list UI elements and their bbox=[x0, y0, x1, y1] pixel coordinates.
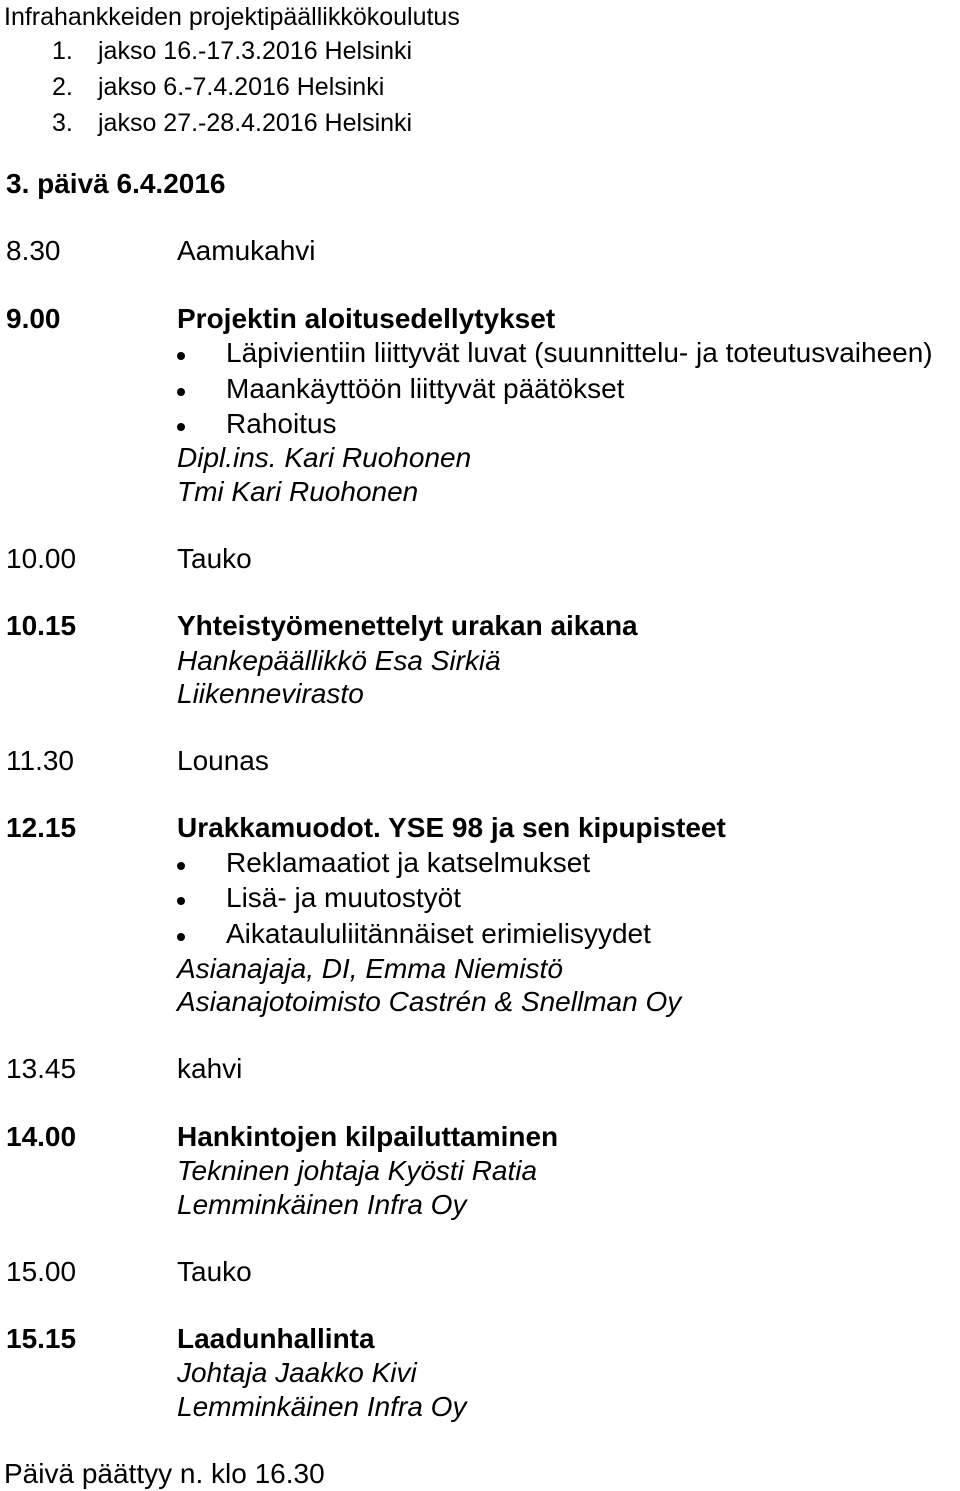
bullet-icon bbox=[177, 897, 185, 905]
program-time: 11.30 bbox=[6, 745, 74, 776]
speaker-organization: Lemminkäinen Infra Oy bbox=[177, 1391, 467, 1422]
session-1-number: 1. bbox=[52, 37, 73, 65]
speaker-name: Dipl.ins. Kari Ruohonen bbox=[177, 442, 472, 473]
program-title: Tauko bbox=[177, 1256, 252, 1287]
session-1-text: jakso 16.-17.3.2016 Helsinki bbox=[98, 37, 413, 65]
bullet-icon bbox=[177, 388, 185, 396]
program-time: 13.45 bbox=[6, 1053, 77, 1084]
program-time: 8.30 bbox=[6, 235, 61, 266]
speaker-name: Hankepäällikkö Esa Sirkiä bbox=[177, 645, 501, 676]
session-2-number: 2. bbox=[52, 73, 73, 101]
bullet-icon bbox=[177, 862, 185, 870]
program-title: Tauko bbox=[177, 543, 252, 574]
program-bullet: Reklamaatiot ja katselmukset bbox=[226, 847, 591, 878]
program-title: Laadunhallinta bbox=[177, 1323, 375, 1354]
program-bullet: Rahoitus bbox=[226, 408, 337, 439]
program-title: kahvi bbox=[177, 1053, 243, 1084]
bullet-icon bbox=[177, 352, 185, 360]
session-3-text: jakso 27.-28.4.2016 Helsinki bbox=[98, 109, 413, 137]
program-title: Urakkamuodot. YSE 98 ja sen kipupisteet bbox=[177, 812, 726, 843]
program-title: Yhteistyömenettelyt urakan aikana bbox=[177, 610, 638, 641]
session-3-number: 3. bbox=[52, 109, 73, 137]
speaker-organization: Asianajotoimisto Castrén & Snellman Oy bbox=[177, 986, 682, 1017]
speaker-organization: Tmi Kari Ruohonen bbox=[177, 476, 419, 507]
program-bullet: Läpivientiin liittyvät luvat (suunnittelu- ja toteutusvaiheen) bbox=[226, 337, 933, 368]
bullet-icon bbox=[177, 933, 185, 941]
program-time: 9.00 bbox=[6, 303, 61, 334]
course-title: Infrahankkeiden projektipäällikkökoulutus bbox=[4, 3, 460, 31]
program-time: 10.00 bbox=[6, 543, 77, 574]
session-2-text: jakso 6.-7.4.2016 Helsinki bbox=[98, 73, 385, 101]
bullet-icon bbox=[177, 423, 185, 431]
speaker-name: Asianajaja, DI, Emma Niemistö bbox=[177, 953, 563, 984]
program-title: Lounas bbox=[177, 745, 269, 776]
speaker-name: Johtaja Jaakko Kivi bbox=[177, 1357, 417, 1388]
program-title: Projektin aloitusedellytykset bbox=[177, 303, 556, 334]
program-title: Hankintojen kilpailuttaminen bbox=[177, 1121, 559, 1152]
program-time: 12.15 bbox=[6, 812, 77, 843]
speaker-name: Tekninen johtaja Kyösti Ratia bbox=[177, 1155, 538, 1186]
program-time: 15.00 bbox=[6, 1256, 77, 1287]
day-end-note: Päivä päättyy n. klo 16.30 bbox=[4, 1458, 325, 1489]
program-time: 10.15 bbox=[6, 610, 77, 641]
program-time: 15.15 bbox=[6, 1323, 77, 1354]
program-bullet: Aikataululiitännäiset erimielisyydet bbox=[226, 918, 651, 949]
program-time: 14.00 bbox=[6, 1121, 77, 1152]
day-heading: 3. päivä 6.4.2016 bbox=[6, 168, 226, 199]
program-title: Aamukahvi bbox=[177, 235, 316, 266]
program-bullet: Lisä- ja muutostyöt bbox=[226, 882, 461, 913]
program-bullet: Maankäyttöön liittyvät päätökset bbox=[226, 373, 625, 404]
speaker-organization: Liikennevirasto bbox=[177, 678, 364, 709]
speaker-organization: Lemminkäinen Infra Oy bbox=[177, 1189, 467, 1220]
